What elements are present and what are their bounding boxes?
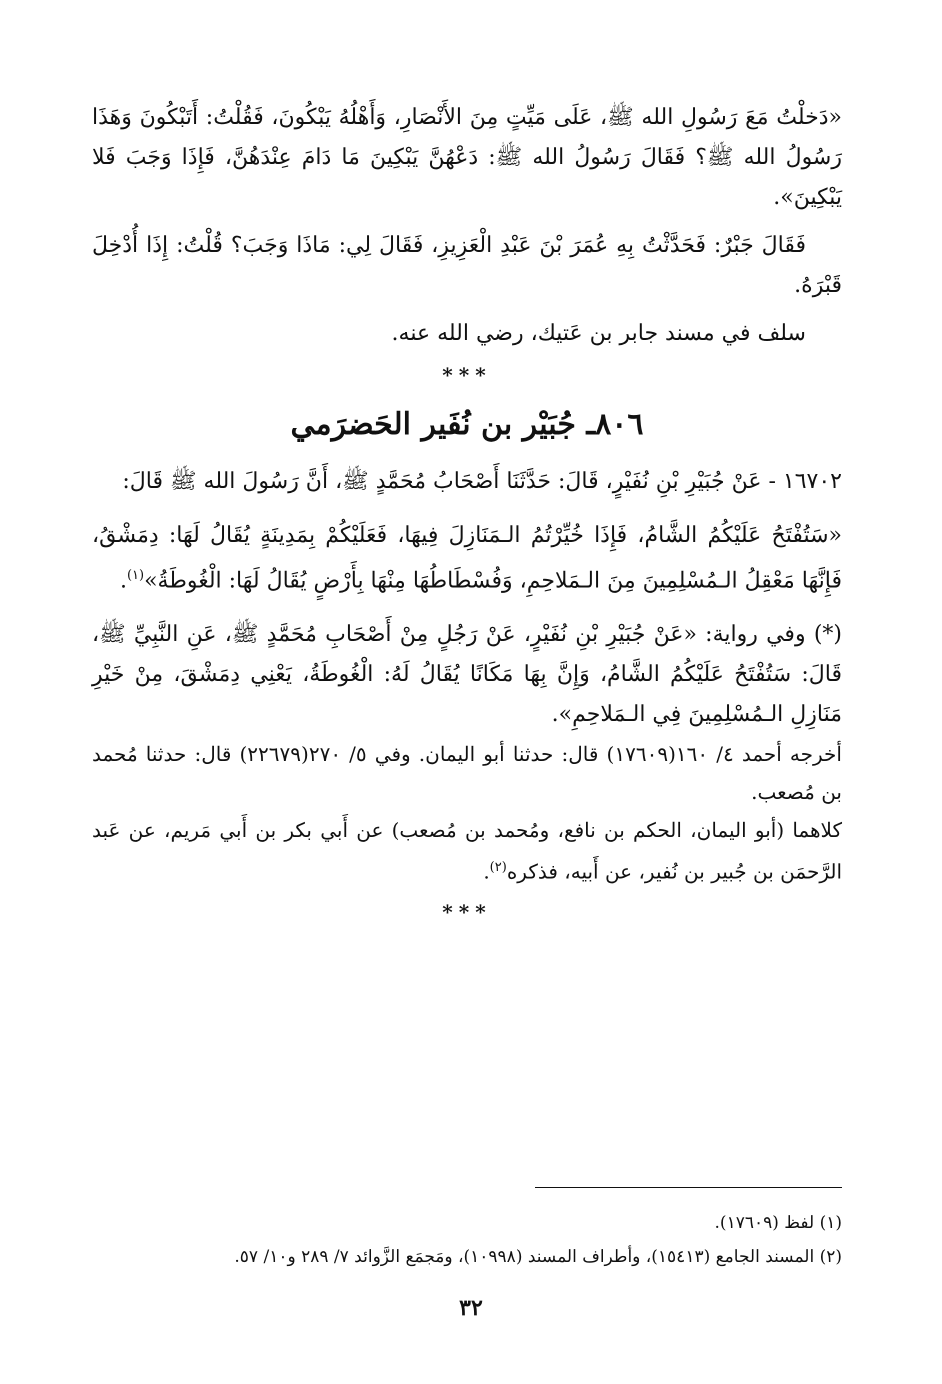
footnote-2: (٢) المسند الجامع (١٥٤١٣)، وأطراف المسند (١٠٩٩٨)، ومَجمَع الزَّوائد ٧/ ٢٨٩ و١٠/ ٥٧. xyxy=(234,1247,842,1267)
footnote-mark-1: (١) xyxy=(126,568,145,583)
footnote-1: (١) لفظ (١٧٦٠٩). xyxy=(714,1213,842,1233)
footnotes xyxy=(92,1206,842,1274)
source-reference-2: كلاهما (أبو اليمان، الحكم بن نافع، ومُحمد بن مُصعب) عن أَبي بكر بن أَبي مَريم، عن عَبد الرَّحمَن بن جُبير بن نُفير، عن أَبيه، فذكره$^{(٢)}$. xyxy=(92,818,842,884)
narration-paragraph: فَقَالَ جَبْرٌ: فَحَدَّثْتُ بِهِ عُمَرَ بْنَ عَبْدِ الْعَزِيزِ، فَقَالَ لِي: مَاذَا وَجَبَ؟ قُلْتُ: إِذَا أُدْخِلَ قَبْرَهُ. xyxy=(92,233,842,298)
footnote-mark-2: (٢) xyxy=(489,860,507,876)
section-separator: *** xyxy=(442,363,492,387)
page-number: ٣٢ xyxy=(459,1295,483,1321)
section-separator-end: *** xyxy=(442,899,492,924)
source-reference-1: أخرجه أحمد ٤/ ١٦٠(١٧٦٠٩) قال: حدثنا أبو اليمان. وفي ٥/ ٢٧٠(٢٢٦٧٩) قال: حدثنا مُحمد بن مُصعب. xyxy=(92,742,842,805)
source-reference-2-text: كلاهما (أبو اليمان، الحكم بن نافع، ومُحمد بن مُصعب) عن أَبي بكر بن أَبي مَريم، عن عَبد الرَّحمَن بن جُبير بن نُفير، عن أَبيه، فذكره xyxy=(92,818,842,884)
footnote-divider xyxy=(535,1187,842,1188)
hadith-body-text: «سَتُفْتَحُ عَلَيْكُمُ الشَّامُ، فَإِذَا خُيِّرْتُمُ الـمَنَازِلَ فِيهَا، فَعَلَيْكُمْ بِمَدِينَةٍ يُقَالُ لَهَا: دِمَشْقُ، فَإِنَّهَا مَعْقِلُ الـمُسْلِمِينَ مِنَ الـمَلاحِمِ، وَفُسْطَاطُهَا مِنْهَا بِأَرْضٍ يُقَالُ لَهَا: الْغُوطَةُ» xyxy=(92,523,842,594)
hadith-intro: ١٦٧٠٢ - عَنْ جُبَيْرِ بْنِ نُفَيْرٍ، قَالَ: حَدَّثَنَا أَصْحَابُ مُحَمَّدٍ ﷺ، أَنَّ رَسُولَ الله ﷺ قَالَ: xyxy=(122,469,842,494)
section-heading: ٨٠٦ـ جُبَيْر بن نُفَير الحَضرَمي xyxy=(290,407,644,442)
cross-reference: سلف في مسند جابر بن عَتيك، رضي الله عنه. xyxy=(391,321,806,346)
hadith-body: «سَتُفْتَحُ عَلَيْكُمُ الشَّامُ، فَإِذَا خُيِّرْتُمُ الـمَنَازِلَ فِيهَا، فَعَلَيْكُمْ بِمَدِينَةٍ يُقَالُ لَهَا: دِمَشْقُ، فَإِنَّهَا مَعْقِلُ الـمُسْلِمِينَ مِنَ الـمَلاحِمِ، وَفُسْطَاطُهَا مِنْهَا بِأَرْضٍ يُقَالُ لَهَا: الْغُوطَةُ»$^{(١)}$. xyxy=(92,523,842,594)
hadith-text: «دَخلْتُ مَعَ رَسُولِ الله ﷺ، عَلَى مَيِّتٍ مِنَ الأَنْصَارِ، وَأَهْلُهُ يَبْكُونَ، فَقُلْتُ: أَتَبْكُونَ وَهَذَا رَسُولُ الله ﷺ؟ فَقَالَ رَسُولُ الله ﷺ: دَعْهُنَّ يَبْكِينَ مَا دَامَ عِنْدَهُنَّ، فَإِذَا وَجَبَ فَلا يَبْكِينَ». xyxy=(92,105,842,210)
page-body xyxy=(92,98,842,937)
variant-narration: (*) وفي رواية: «عَنْ جُبَيْرِ بْنِ نُفَيْرٍ، عَنْ رَجُلٍ مِنْ أَصْحَابِ مُحَمَّدٍ ﷺ، عَنِ النَّبِيِّ ﷺ، قَالَ: سَتُفْتَحُ عَلَيْكُمُ الشَّامُ، وَإِنَّ بِهَا مَكَانًا يُقَالُ لَهُ: الْغُوطَةُ، يَعْنِي دِمَشْقَ، مِنْ خَيْرِ مَنَازِلِ الـمُسْلِمِينَ فِي الـمَلاحِمِ». xyxy=(92,622,842,728)
